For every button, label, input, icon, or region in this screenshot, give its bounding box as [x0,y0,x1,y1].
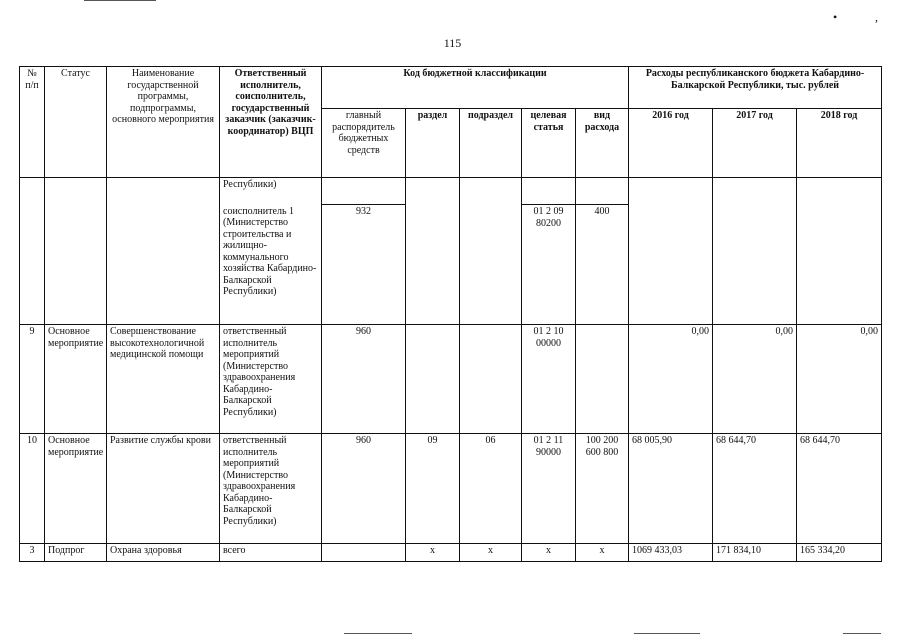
row-podrazdel: 06 [460,434,522,544]
row-2018 [797,178,882,205]
row-2016 [629,178,713,205]
row-razdel [406,178,460,205]
row-2016: 68 005,90 [629,434,713,544]
header-status: Статус [45,67,107,178]
row-num [20,178,45,205]
table-row [20,544,882,562]
header-subsection: подраздел [460,109,522,178]
row-num: 9 [20,325,45,434]
row-name: Развитие службы крови [107,434,220,544]
table-row [20,325,882,434]
header-2018: 2018 год [797,109,882,178]
header-target-article: целевая статья [522,109,576,178]
table-row [20,434,882,544]
header-main-manager: главный распорядитель бюджетных средств [322,109,406,178]
row-2017 [713,178,797,205]
row-responsible: всего [220,544,322,562]
row-2018: 0,00 [797,325,882,434]
row-responsible: ответственный исполнитель мероприятий (Министерство здравоохранения Кабардино-Балкарской Республики) [220,434,322,544]
table-row [20,178,882,205]
row-target: 01 2 09 80200 [522,205,576,325]
budget-table [19,66,882,562]
scan-artifact-line-bottom [843,633,881,634]
row-responsible: соисполнитель 1 (Министерство строительства и жилищно-коммунального хозяйства Кабардино-Балкарской Республики) [220,205,322,325]
row-grbs: 960 [322,434,406,544]
row-target: x [522,544,576,562]
header-expenses: Расходы республиканского бюджета Кабардино-Балкарской Республики, тыс. рублей [629,67,882,109]
row-target [522,178,576,205]
header-2016: 2016 год [629,109,713,178]
row-responsible: ответственный исполнитель мероприятий (Министерство здравоохранения Кабардино-Балкарской Республики) [220,325,322,434]
row-grbs: 932 [322,205,406,325]
row-razdel [406,205,460,325]
row-name: Совершенствование высокотехнологичной медицинской помощи [107,325,220,434]
row-2017: 68 644,70 [713,434,797,544]
header-2017: 2017 год [713,109,797,178]
row-podrazdel [460,178,522,205]
row-2016: 1069 433,03 [629,544,713,562]
corner-mark-comma: , [875,10,878,24]
row-2017: 171 834,10 [713,544,797,562]
row-grbs: 960 [322,325,406,434]
row-podrazdel: x [460,544,522,562]
header-budget-code: Код бюджетной классификации [322,67,629,109]
row-status: Основное мероприятие [45,325,107,434]
row-2018 [797,205,882,325]
header-section: раздел [406,109,460,178]
row-razdel: x [406,544,460,562]
row-2017 [713,205,797,325]
row-podrazdel [460,205,522,325]
row-name: Охрана здоровья [107,544,220,562]
row-2018: 165 334,20 [797,544,882,562]
scan-artifact-line-bottom [634,633,700,634]
row-vid: 400 [576,205,629,325]
row-responsible: Республики) [220,178,322,205]
row-status: Основное мероприятие [45,434,107,544]
row-target: 01 2 10 00000 [522,325,576,434]
row-num: 3 [20,544,45,562]
row-status [45,178,107,205]
table-row [20,205,882,325]
row-2017: 0,00 [713,325,797,434]
row-vid: 100 200 600 800 [576,434,629,544]
row-num: 10 [20,434,45,544]
row-podrazdel [460,325,522,434]
row-vid [576,178,629,205]
row-2016 [629,205,713,325]
page-number: 115 [443,36,462,50]
row-vid [576,325,629,434]
row-name [107,205,220,325]
row-vid: x [576,544,629,562]
row-status: Подпрог [45,544,107,562]
row-grbs [322,178,406,205]
row-razdel [406,325,460,434]
row-name [107,178,220,205]
header-responsible: Ответственный исполнитель, соисполнитель, государственный заказчик (заказчик-координатор) ВЦП [220,67,322,178]
row-2016: 0,00 [629,325,713,434]
row-2018: 68 644,70 [797,434,882,544]
header-num: № п/п [20,67,45,178]
header-expense-type: вид расхода [576,109,629,178]
scan-artifact-line [84,0,156,1]
row-status [45,205,107,325]
row-num [20,205,45,325]
row-razdel: 09 [406,434,460,544]
header-name: Наименование государственной программы, подпрограммы, основного мероприятия [107,67,220,178]
scan-artifact-line-bottom [344,633,412,634]
row-grbs [322,544,406,562]
row-target: 01 2 11 90000 [522,434,576,544]
corner-mark-dot: • [833,10,838,24]
